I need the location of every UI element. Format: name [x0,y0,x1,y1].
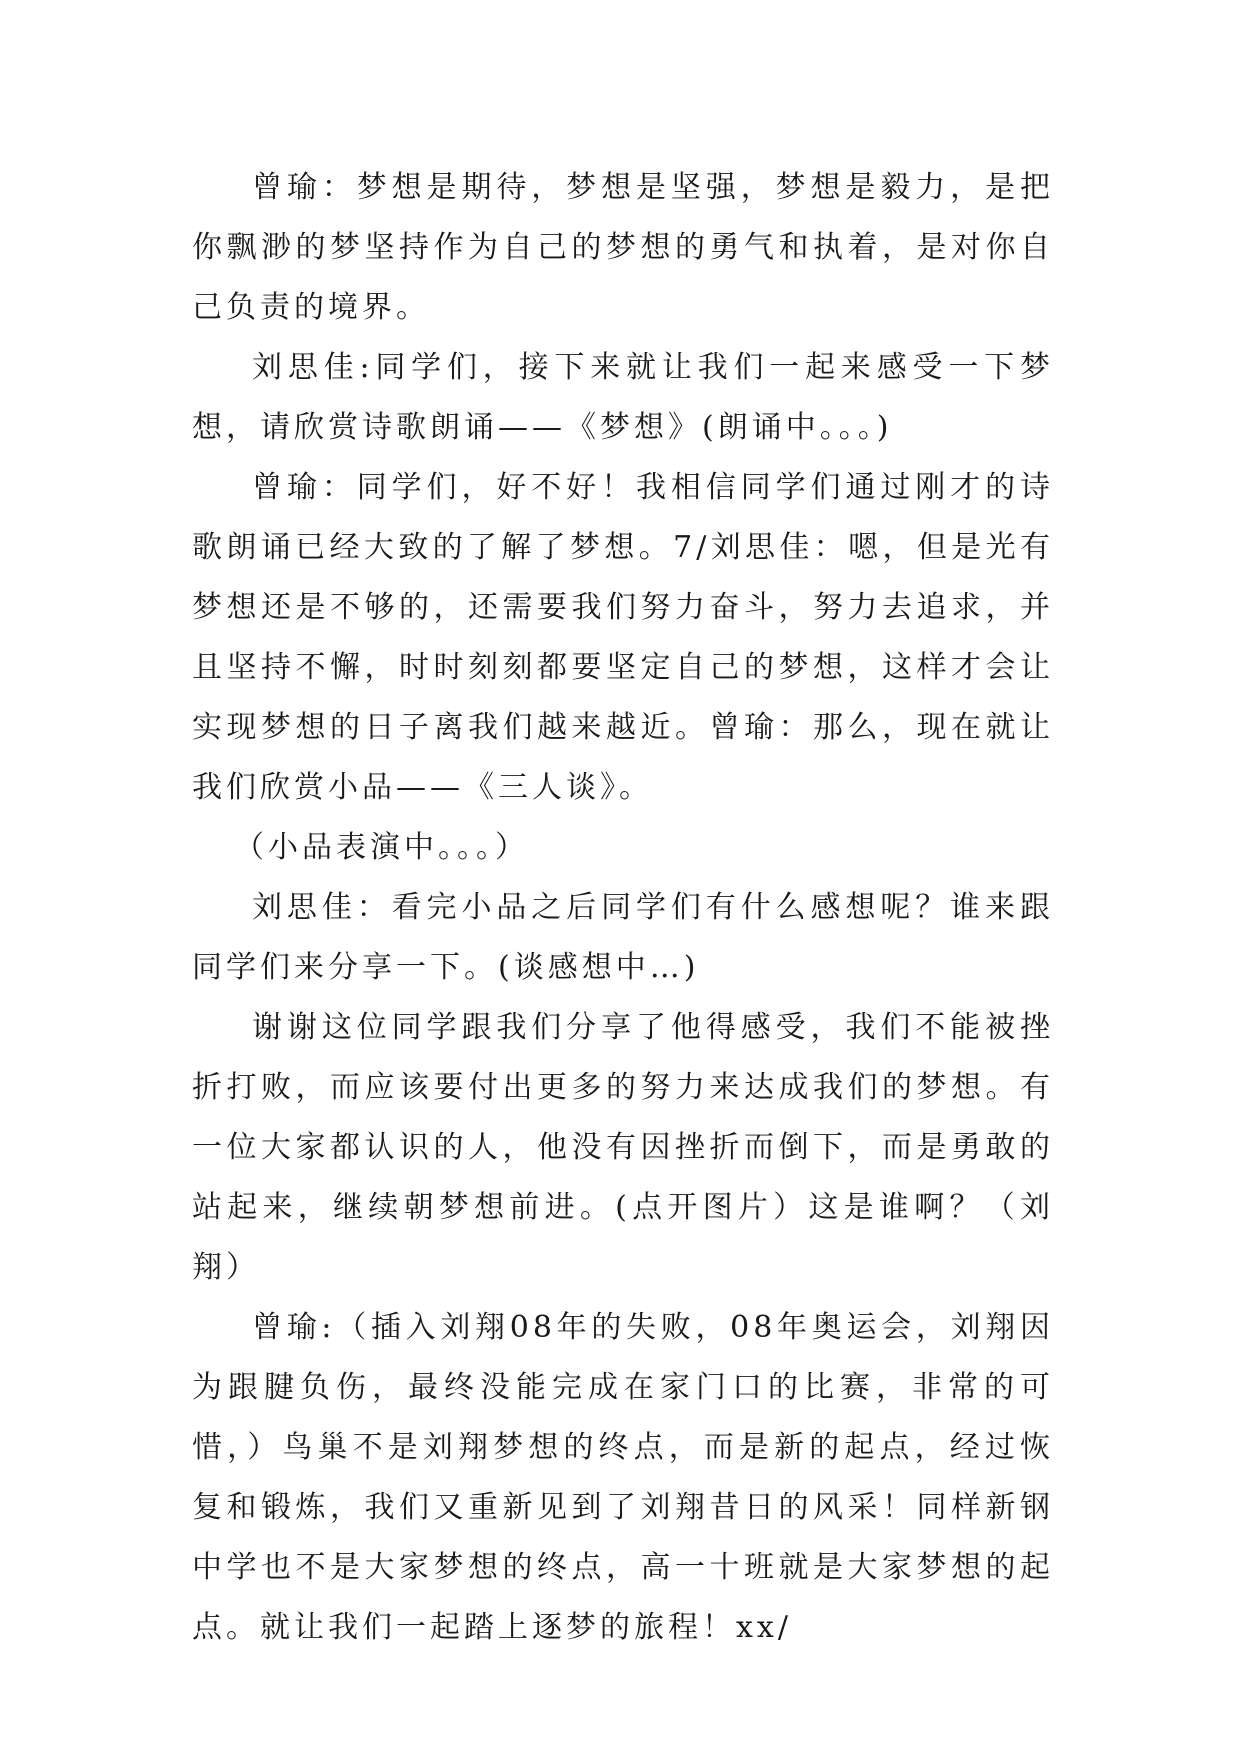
paragraph-6: 谢谢这位同学跟我们分享了他得感受，我们不能被挫折打败，而应该要付出更多的努力来达成我们的梦想。有一位大家都认识的人，他没有因挫折而倒下，而是勇敢的站起来，继续朝梦想前进。(点开图片）这是谁啊？（刘翔） [192,1010,1054,1285]
paragraph-2: 刘思佳:同学们，接下来就让我们一起来感受一下梦想，请欣赏诗歌朗诵——《梦想》(朗诵中。。。) [192,350,1054,445]
paragraph-4-stage-note: （小品表演中。。。） [234,830,529,865]
document-body [192,158,1054,1658]
paragraph-5: 刘思佳：看完小品之后同学们有什么感想呢？谁来跟同学们来分享一下。(谈感想中…) [192,890,1054,985]
paragraph-3: 曾瑜：同学们，好不好！我相信同学们通过刚才的诗歌朗诵已经大致的了解了梦想。7/刘思佳：嗯，但是光有梦想还是不够的，还需要我们努力奋斗，努力去追求，并且坚持不懈，时时刻刻都要坚定自己的梦想，这样才会让实现梦想的日子离我们越来越近。曾瑜：那么，现在就让我们欣赏小品——《三人谈》。 [192,470,1054,805]
paragraph-7: 曾瑜:（插入刘翔08年的失败，08年奥运会，刘翔因为跟腱负伤，最终没能完成在家门口的比赛，非常的可惜，）鸟巢不是刘翔梦想的终点，而是新的起点，经过恢复和锻炼，我们又重新见到了刘翔昔日的风采！同样新钢中学也不是大家梦想的终点，高一十班就是大家梦想的起点。就让我们一起踏上逐梦的旅程！xx/ [192,1310,1054,1645]
paragraph-1: 曾瑜：梦想是期待，梦想是坚强，梦想是毅力，是把你飘渺的梦坚持作为自己的梦想的勇气和执着，是对你自己负责的境界。 [192,170,1054,325]
